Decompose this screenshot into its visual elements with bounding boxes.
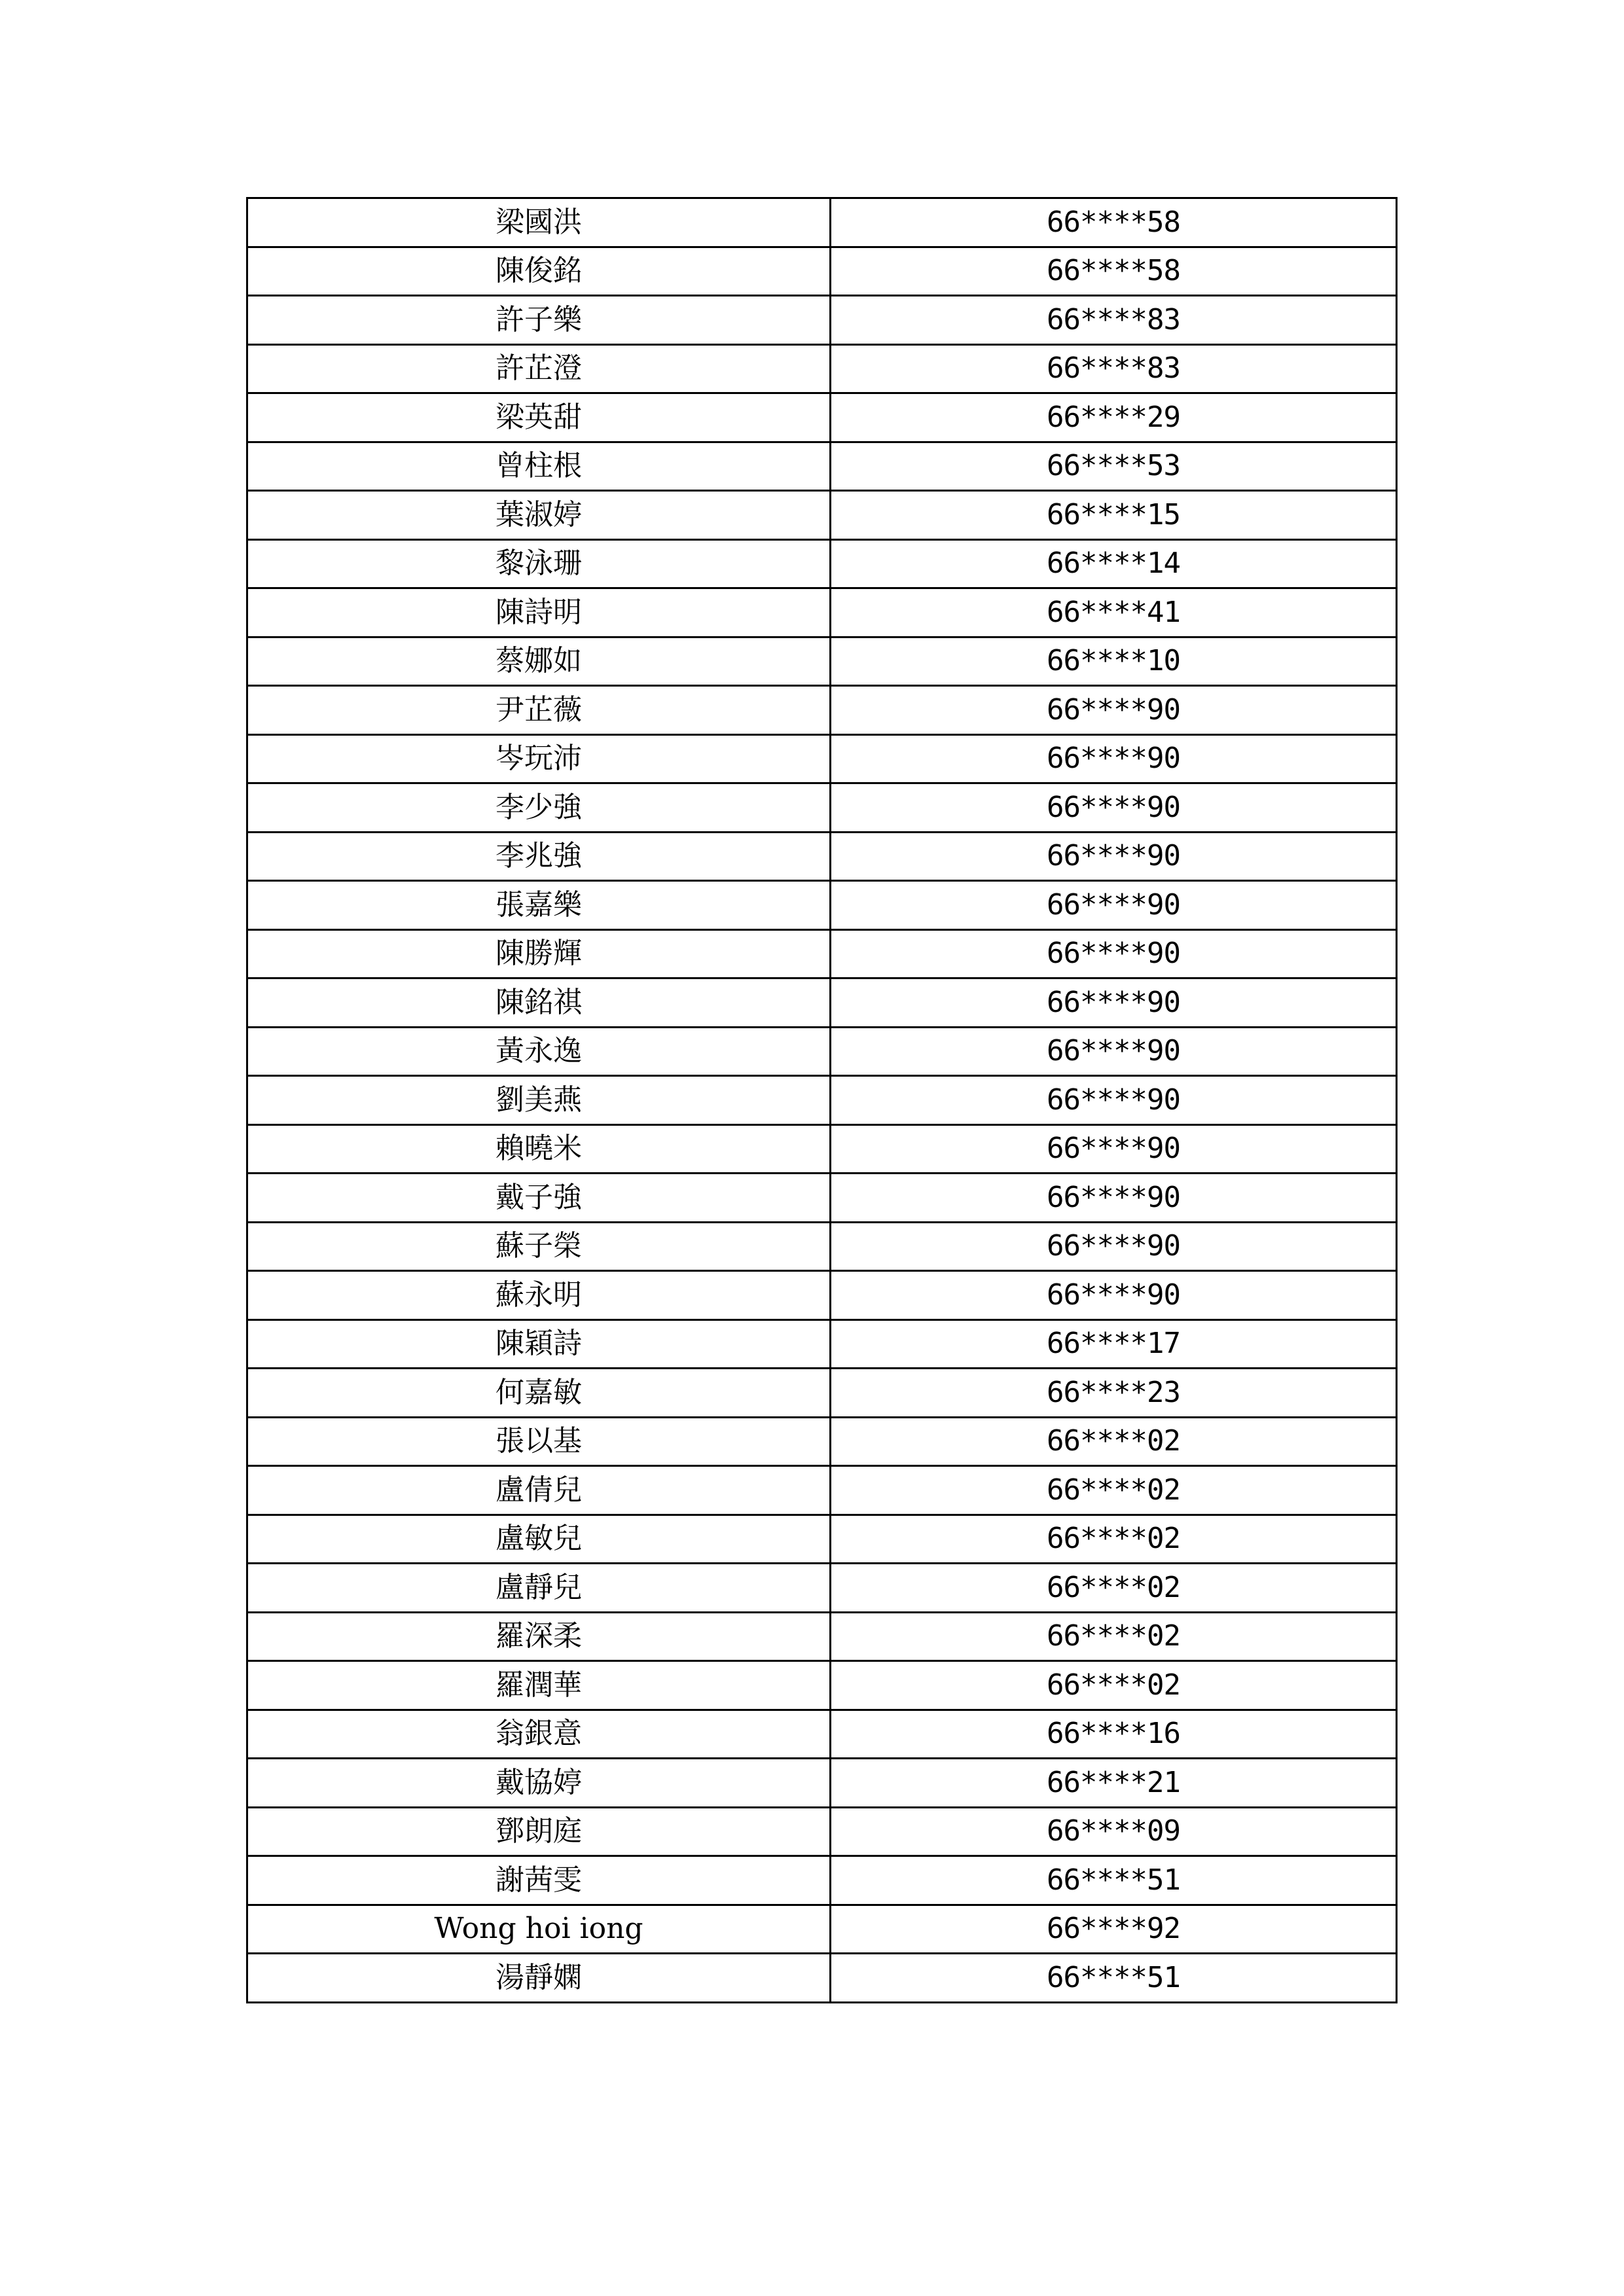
name-cell: 何嘉敏 xyxy=(247,1369,831,1418)
phone-cell: 66****83 xyxy=(831,296,1397,345)
phone-cell: 66****21 xyxy=(831,1759,1397,1808)
phone-cell: 66****02 xyxy=(831,1515,1397,1564)
phone-cell: 66****90 xyxy=(831,929,1397,978)
phone-cell: 66****90 xyxy=(831,686,1397,735)
name-cell: 戴子強 xyxy=(247,1174,831,1223)
table-row xyxy=(247,1124,1397,1174)
phone-cell: 66****90 xyxy=(831,1271,1397,1320)
phone-cell: 66****90 xyxy=(831,881,1397,930)
table-row xyxy=(247,881,1397,930)
name-cell: Wong hoi iong xyxy=(247,1905,831,1954)
name-cell: 黃永逸 xyxy=(247,1027,831,1076)
name-cell: 葉淑婷 xyxy=(247,491,831,540)
phone-cell: 66****02 xyxy=(831,1417,1397,1466)
name-cell: 許芷澄 xyxy=(247,344,831,393)
name-cell: 翁銀意 xyxy=(247,1710,831,1759)
phone-cell: 66****14 xyxy=(831,539,1397,588)
table-row xyxy=(247,588,1397,637)
phone-cell: 66****10 xyxy=(831,637,1397,686)
phone-cell: 66****41 xyxy=(831,588,1397,637)
phone-cell: 66****51 xyxy=(831,1856,1397,1905)
phone-cell: 66****92 xyxy=(831,1905,1397,1954)
phone-cell: 66****90 xyxy=(831,1027,1397,1076)
phone-cell: 66****02 xyxy=(831,1612,1397,1661)
phone-cell: 66****16 xyxy=(831,1710,1397,1759)
table-row xyxy=(247,1369,1397,1418)
name-cell: 盧倩兒 xyxy=(247,1466,831,1515)
name-cell: 張嘉樂 xyxy=(247,881,831,930)
phone-cell: 66****90 xyxy=(831,978,1397,1028)
phone-cell: 66****58 xyxy=(831,247,1397,296)
table-row xyxy=(247,1759,1397,1808)
name-cell: 李少強 xyxy=(247,783,831,833)
phone-cell: 66****90 xyxy=(831,1124,1397,1174)
phone-cell: 66****02 xyxy=(831,1564,1397,1613)
table-row xyxy=(247,686,1397,735)
name-cell: 梁國洪 xyxy=(247,198,831,247)
phone-cell: 66****53 xyxy=(831,442,1397,491)
name-cell: 梁英甜 xyxy=(247,393,831,442)
name-cell: 李兆強 xyxy=(247,832,831,881)
table-row xyxy=(247,539,1397,588)
name-cell: 陳銘祺 xyxy=(247,978,831,1028)
table-row xyxy=(247,1710,1397,1759)
table-row xyxy=(247,1271,1397,1320)
name-cell: 陳勝輝 xyxy=(247,929,831,978)
table-row xyxy=(247,832,1397,881)
name-cell: 鄧朗庭 xyxy=(247,1807,831,1856)
table-row xyxy=(247,442,1397,491)
phone-cell: 66****90 xyxy=(831,783,1397,833)
phone-cell: 66****02 xyxy=(831,1466,1397,1515)
roster-table xyxy=(246,197,1398,2003)
name-cell: 盧敏兒 xyxy=(247,1515,831,1564)
phone-cell: 66****90 xyxy=(831,1076,1397,1125)
table-row xyxy=(247,344,1397,393)
phone-cell: 66****23 xyxy=(831,1369,1397,1418)
table-row xyxy=(247,393,1397,442)
name-cell: 湯靜嫻 xyxy=(247,1954,831,2003)
table-row xyxy=(247,1564,1397,1613)
table-row xyxy=(247,1417,1397,1466)
table-row xyxy=(247,1174,1397,1223)
name-cell: 戴協婷 xyxy=(247,1759,831,1808)
phone-cell: 66****02 xyxy=(831,1661,1397,1710)
phone-cell: 66****29 xyxy=(831,393,1397,442)
table-row xyxy=(247,1905,1397,1954)
table-row xyxy=(247,1612,1397,1661)
roster-table-body xyxy=(247,198,1397,2003)
table-row xyxy=(247,1856,1397,1905)
table-row xyxy=(247,1027,1397,1076)
table-row xyxy=(247,783,1397,833)
name-cell: 蘇子榮 xyxy=(247,1222,831,1271)
name-cell: 許子樂 xyxy=(247,296,831,345)
name-cell: 賴曉米 xyxy=(247,1124,831,1174)
table-row xyxy=(247,1807,1397,1856)
phone-cell: 66****17 xyxy=(831,1319,1397,1369)
name-cell: 蔡娜如 xyxy=(247,637,831,686)
name-cell: 蘇永明 xyxy=(247,1271,831,1320)
name-cell: 羅深柔 xyxy=(247,1612,831,1661)
phone-cell: 66****83 xyxy=(831,344,1397,393)
name-cell: 謝茜雯 xyxy=(247,1856,831,1905)
table-row xyxy=(247,1319,1397,1369)
name-cell: 盧靜兒 xyxy=(247,1564,831,1613)
table-row xyxy=(247,929,1397,978)
name-cell: 陳詩明 xyxy=(247,588,831,637)
table-row xyxy=(247,1661,1397,1710)
name-cell: 陳穎詩 xyxy=(247,1319,831,1369)
table-row xyxy=(247,637,1397,686)
table-row xyxy=(247,978,1397,1028)
name-cell: 曾柱根 xyxy=(247,442,831,491)
phone-cell: 66****58 xyxy=(831,198,1397,247)
name-cell: 劉美燕 xyxy=(247,1076,831,1125)
name-cell: 羅潤華 xyxy=(247,1661,831,1710)
phone-cell: 66****90 xyxy=(831,1222,1397,1271)
name-cell: 黎泳珊 xyxy=(247,539,831,588)
phone-cell: 66****90 xyxy=(831,1174,1397,1223)
table-row xyxy=(247,734,1397,783)
name-cell: 張以基 xyxy=(247,1417,831,1466)
table-row xyxy=(247,247,1397,296)
table-row xyxy=(247,1954,1397,2003)
table-row xyxy=(247,1222,1397,1271)
name-cell: 尹芷薇 xyxy=(247,686,831,735)
table-row xyxy=(247,1515,1397,1564)
phone-cell: 66****90 xyxy=(831,832,1397,881)
phone-cell: 66****09 xyxy=(831,1807,1397,1856)
table-row xyxy=(247,296,1397,345)
table-row xyxy=(247,1076,1397,1125)
name-cell: 陳俊銘 xyxy=(247,247,831,296)
phone-cell: 66****90 xyxy=(831,734,1397,783)
table-row xyxy=(247,1466,1397,1515)
table-row xyxy=(247,198,1397,247)
phone-cell: 66****15 xyxy=(831,491,1397,540)
table-row xyxy=(247,491,1397,540)
phone-cell: 66****51 xyxy=(831,1954,1397,2003)
name-cell: 岑玩沛 xyxy=(247,734,831,783)
